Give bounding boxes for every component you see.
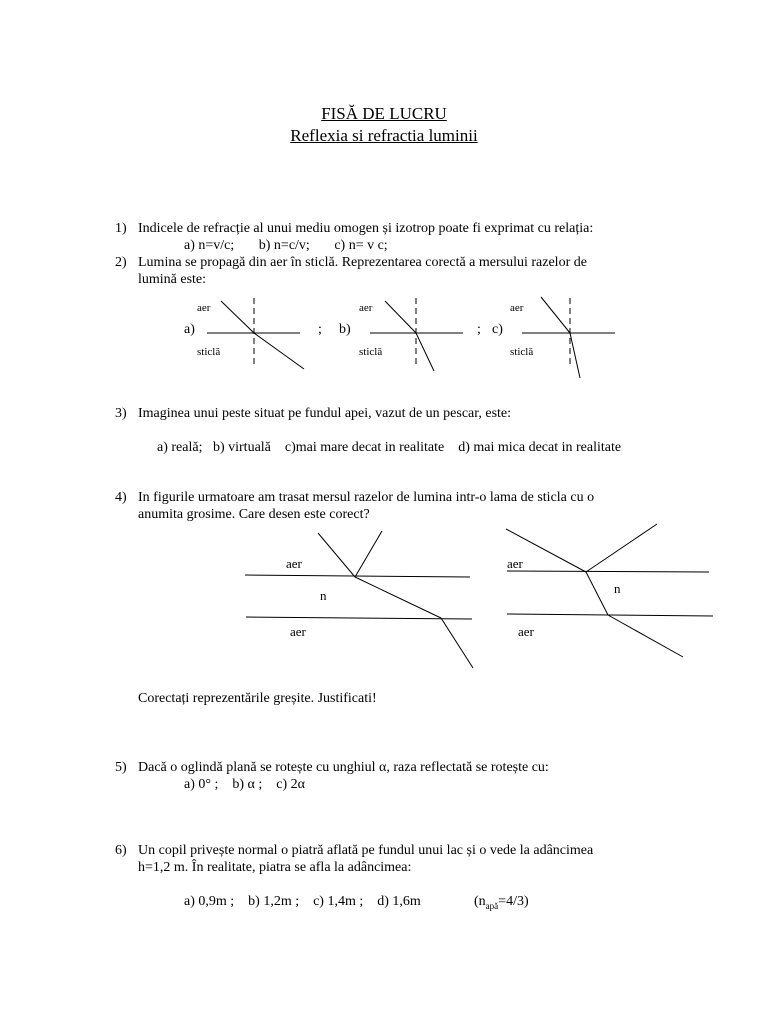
option-label: a) [184, 322, 195, 337]
medium-label-air: aer [290, 624, 306, 639]
question-number: 3) [115, 406, 127, 421]
medium-label-glass: sticlă [359, 346, 383, 358]
question-number: 2) [115, 255, 127, 270]
option-label: c) [492, 322, 503, 337]
refracted-ray [416, 333, 434, 371]
question-text: lumină este: [138, 272, 207, 287]
medium-label-n: n [320, 588, 327, 603]
medium-label-glass: sticlă [510, 346, 534, 358]
question-text: anumita grosime. Care desen este corect? [138, 507, 370, 522]
medium-label-air: aer [507, 556, 523, 571]
emergent-ray [608, 615, 683, 657]
answer-options: a) reală; b) virtuală c)mai mare decat in realitate d) mai mica decat in realitate [157, 440, 622, 455]
reflected-ray [586, 524, 657, 572]
question-text: Imaginea unui peste situat pe fundul apei, vazut de un pescar, este: [138, 406, 512, 421]
slab-top-surface [245, 575, 470, 577]
medium-label-air: aer [359, 302, 373, 314]
refracted-ray [254, 333, 304, 369]
question-number: 6) [115, 843, 127, 858]
question-text: h=1,2 m. În realitate, piatra se afla la adâncimea: [138, 860, 412, 875]
question-number: 4) [115, 490, 127, 505]
answer-options: a) 0,9m ; b) 1,2m ; c) 1,4m ; d) 1,6m [184, 894, 421, 909]
option-label: b) [339, 322, 351, 337]
slab-bottom-surface [246, 617, 472, 619]
reflected-ray [355, 531, 382, 577]
question-text: Indicele de refracție al unui mediu omogen și izotrop poate fi exprimat cu relația: [138, 221, 594, 236]
medium-label-air: aer [286, 556, 302, 571]
question-number: 1) [115, 221, 127, 236]
incident-ray [318, 533, 355, 577]
instruction-text: Corectați reprezentările greșite. Justificati! [138, 691, 377, 706]
question-text: In figurile urmatoare am trasat mersul razelor de lumina intr-o lama de sticla cu o [138, 490, 595, 505]
question-text: Un copil privește normal o piatră aflată pe fundul unui lac și o vede la adâncimea [138, 843, 594, 858]
question-text: Dacă o oglindă plană se rotește cu unghiul α, raza reflectată se rotește cu: [138, 760, 549, 775]
medium-label-air: aer [197, 302, 211, 314]
medium-label-air: aer [510, 302, 524, 314]
question-number: 5) [115, 760, 127, 775]
separator: ; [477, 322, 481, 337]
medium-label-n: n [614, 581, 621, 596]
medium-label-air: aer [518, 624, 534, 639]
page-title: FISĂ DE LUCRU [321, 104, 447, 123]
incident-ray [541, 297, 570, 333]
refractive-index-note: $(n_{apă}=4/3)$ [474, 894, 529, 911]
refracted-ray [570, 333, 580, 378]
medium-label-glass: sticlă [197, 346, 221, 358]
answer-options: a) 0° ; b) α ; c) 2α [184, 777, 305, 792]
emergent-ray [441, 618, 473, 668]
slab-top-surface [507, 571, 709, 572]
question-text: Lumina se propagă din aer în sticlă. Reprezentarea corectă a mersului razelor de [138, 255, 587, 270]
page-subtitle: Reflexia si refractia luminii [290, 126, 478, 145]
refracted-ray [586, 572, 608, 615]
answer-options: a) n=v/c; b) n=c/v; c) n= v c; [184, 238, 388, 253]
separator: ; [318, 322, 322, 337]
refracted-ray [355, 577, 441, 618]
incident-ray [385, 301, 416, 333]
incident-ray [221, 301, 254, 333]
